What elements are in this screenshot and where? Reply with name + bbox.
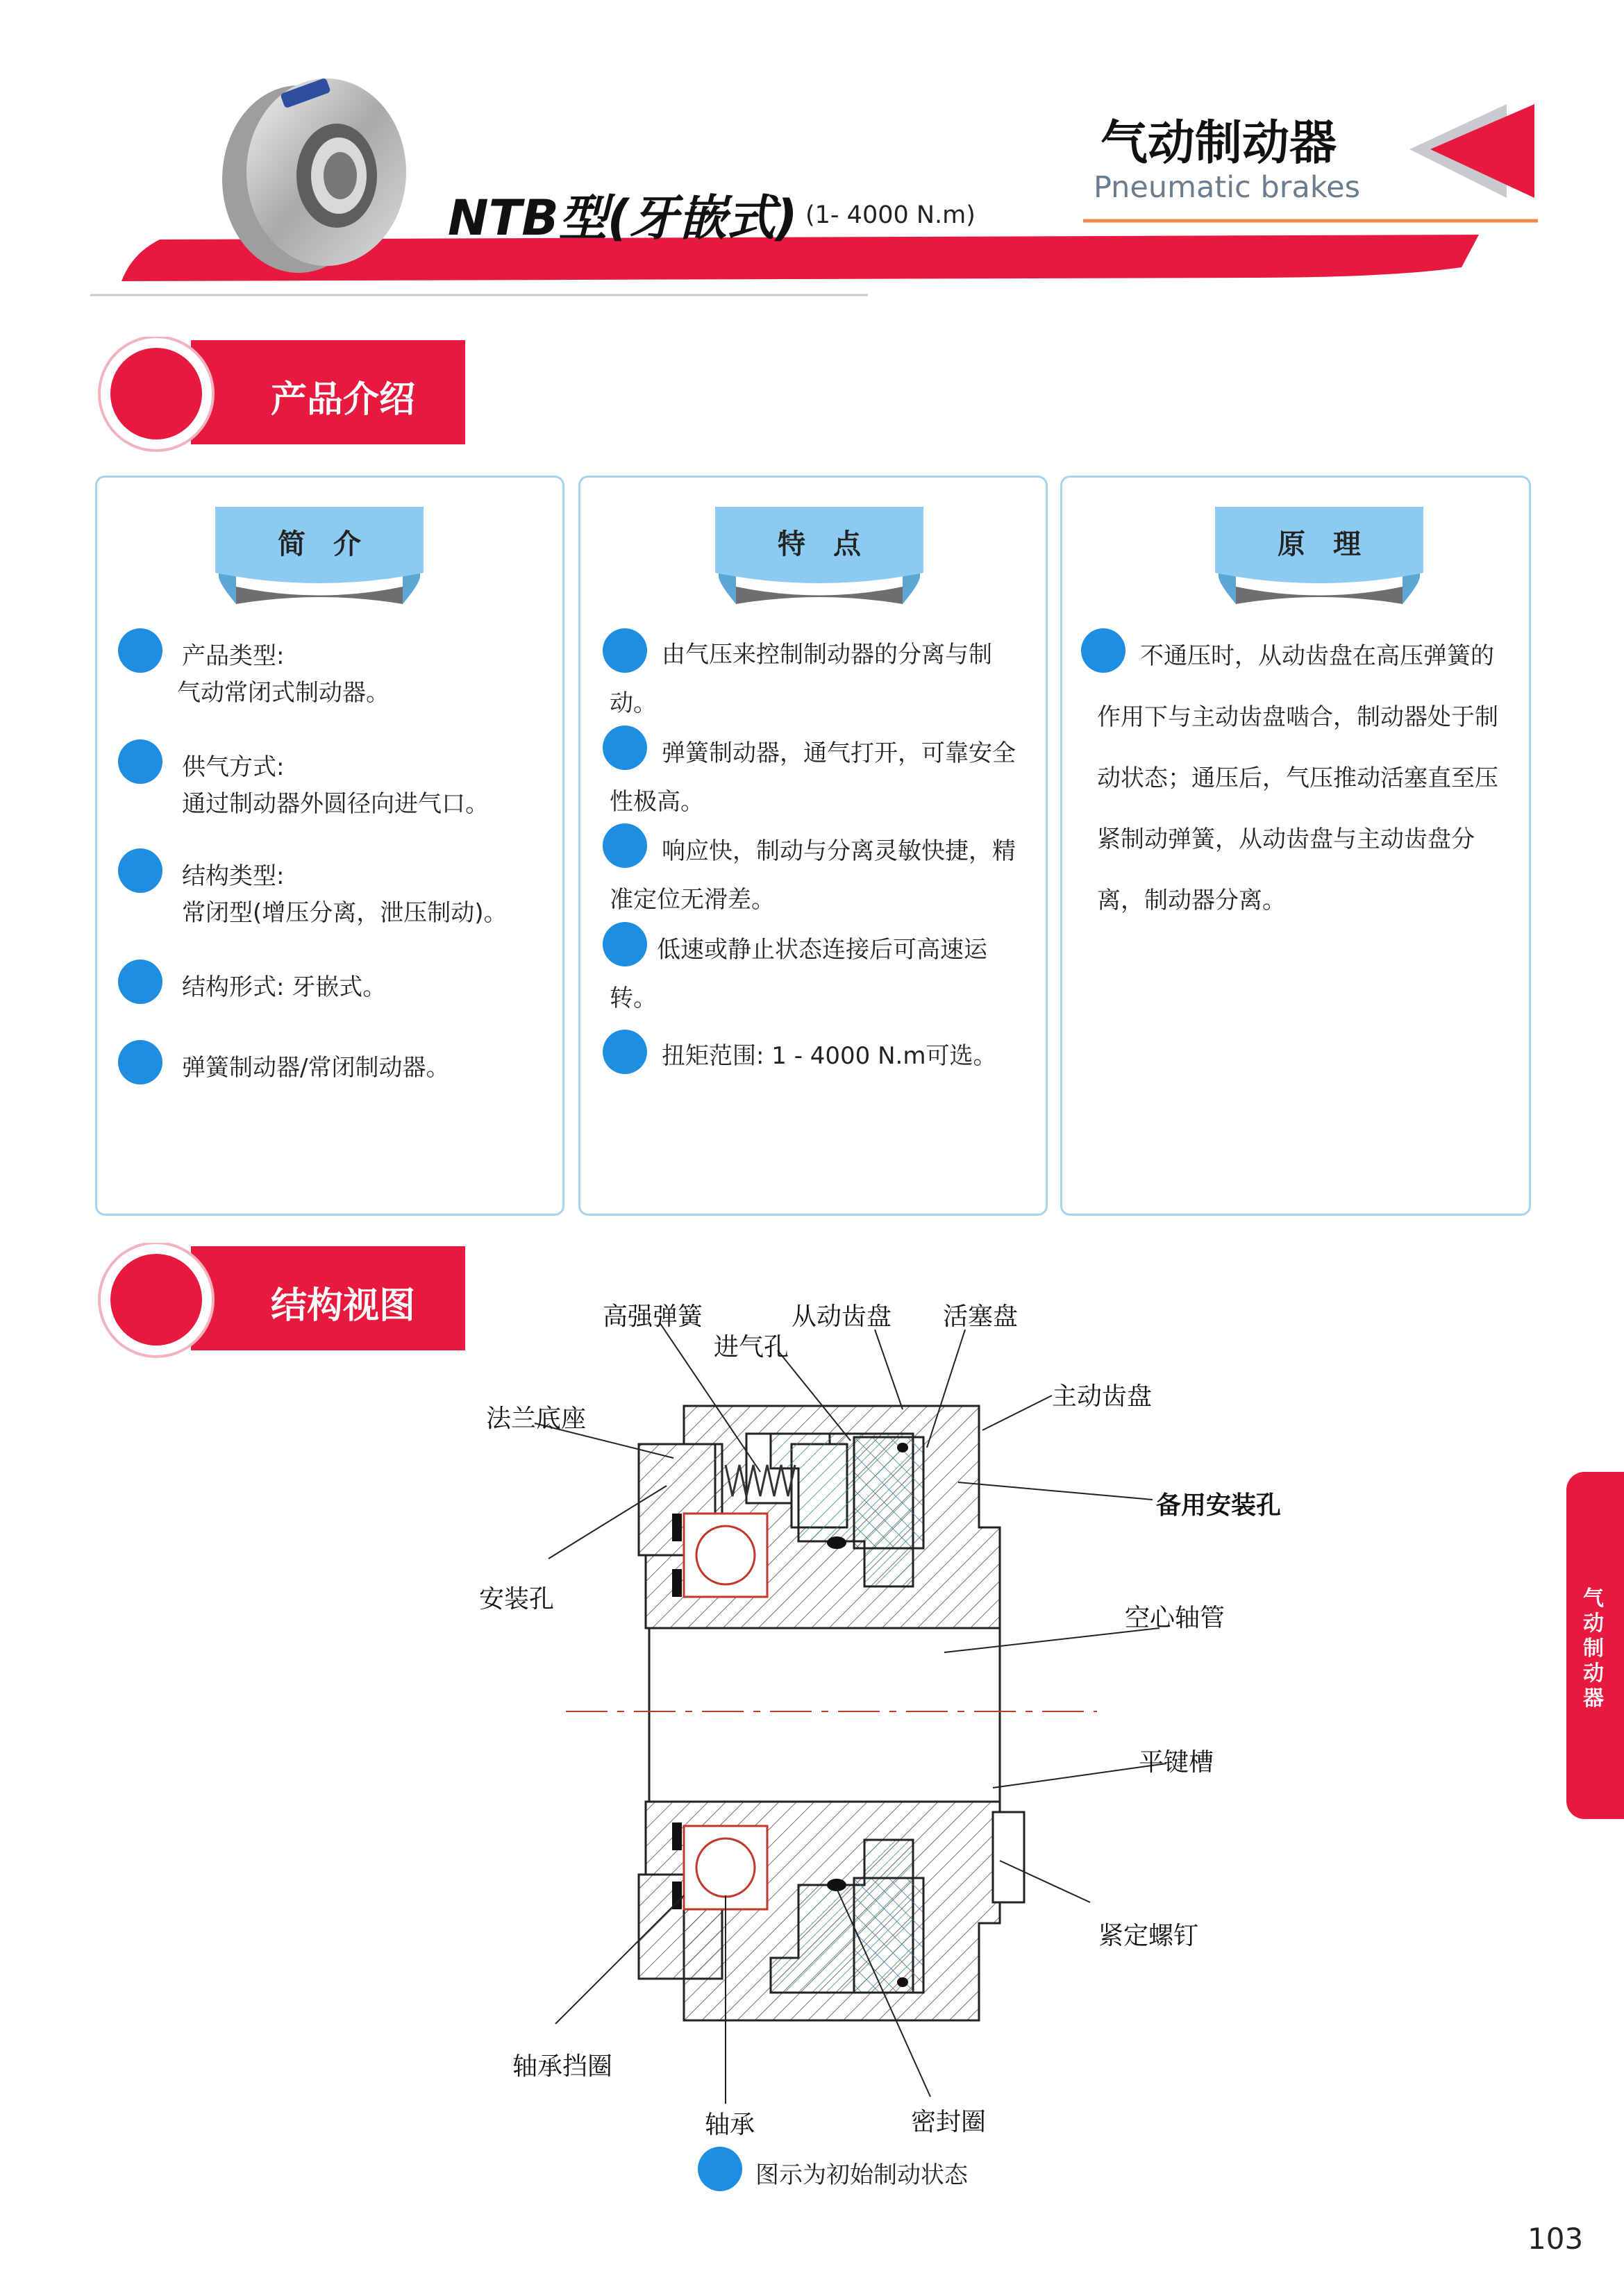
bullet-dot bbox=[603, 1030, 647, 1074]
principle-line-1: 不通压时，从动齿盘在高压弹簧的 bbox=[1140, 642, 1494, 670]
label-set-screw: 紧定螺钉 bbox=[1098, 1922, 1199, 1950]
upper-bearing bbox=[672, 1514, 767, 1597]
card-tab-intro: 简 介 bbox=[278, 528, 361, 560]
card-tab-principle: 原 理 bbox=[1278, 528, 1361, 560]
hollow-shaft bbox=[649, 1628, 1000, 1802]
label-piston: 活塞盘 bbox=[943, 1302, 1019, 1331]
label-hollow-shaft: 空心轴管 bbox=[1125, 1604, 1225, 1632]
brake-cross-section-diagram bbox=[0, 1284, 1624, 2187]
label-seal: 密封圈 bbox=[911, 2108, 987, 2136]
intro-item-value: 通过制动器外圆径向进气口。 bbox=[182, 790, 489, 818]
model-title: NTB型(牙嵌式) bbox=[448, 190, 798, 246]
bullet-dot bbox=[118, 628, 162, 673]
section-title-structure: 结构视图 bbox=[271, 1285, 416, 1327]
label-spare-hole: 备用安装孔 bbox=[1156, 1491, 1282, 1520]
caption-bullet-dot bbox=[698, 2147, 742, 2191]
label-high-spring: 高强弹簧 bbox=[603, 1302, 703, 1331]
section-title-intro: 产品介绍 bbox=[271, 379, 416, 421]
diagram-caption: 图示为初始制动状态 bbox=[755, 2161, 968, 2189]
label-flange-base: 法兰底座 bbox=[486, 1405, 587, 1433]
intro-item-label: 结构形式: 牙嵌式。 bbox=[182, 973, 387, 1001]
bullet-dot bbox=[603, 726, 647, 770]
label-drive-disc: 主动齿盘 bbox=[1052, 1382, 1153, 1411]
bullet-dot bbox=[603, 823, 647, 868]
torque-range: (1- 4000 N.m) bbox=[805, 201, 976, 229]
principle-line-3: 动状态；通压后，气压推动活塞直至压 bbox=[1097, 764, 1498, 792]
feature-line: 准定位无滑差。 bbox=[610, 886, 775, 914]
label-bearing-retainer: 轴承挡圈 bbox=[512, 2052, 613, 2081]
brake-product-photo bbox=[215, 61, 417, 276]
page-number: 103 bbox=[1527, 2222, 1584, 2256]
label-keyway: 平键槽 bbox=[1139, 1748, 1214, 1777]
label-air-inlet: 进气孔 bbox=[714, 1333, 789, 1361]
principle-line-4: 紧制动弹簧，从动齿盘与主动齿盘分 bbox=[1097, 826, 1475, 853]
section-banner-intro bbox=[97, 337, 465, 455]
feature-line: 由气压来控制制动器的分离与制 bbox=[662, 641, 992, 669]
feature-line: 扭矩范围: 1 - 4000 N.m可选。 bbox=[662, 1042, 997, 1070]
intro-item-label: 产品类型: bbox=[182, 642, 285, 670]
principle-line-5: 离，制动器分离。 bbox=[1097, 887, 1286, 914]
intro-item-value: 气动常闭式制动器。 bbox=[177, 679, 390, 707]
feature-line: 响应快，制动与分离灵敏快捷，精 bbox=[662, 837, 1016, 865]
label-bearing: 轴承 bbox=[705, 2111, 755, 2139]
bullet-dot bbox=[118, 960, 162, 1004]
lower-bearing bbox=[672, 1822, 767, 1909]
feature-line: 低速或静止状态连接后可高速运 bbox=[657, 936, 987, 964]
card-tab-features: 特 点 bbox=[778, 528, 861, 560]
upper-seal bbox=[827, 1536, 846, 1549]
feature-line: 动。 bbox=[610, 689, 657, 717]
principle-line-2: 作用下与主动齿盘啮合，制动器处于制 bbox=[1097, 703, 1498, 731]
intro-item-label: 供气方式: bbox=[182, 753, 285, 781]
label-mount-hole: 安装孔 bbox=[479, 1585, 555, 1614]
intro-item-label: 结构类型: bbox=[182, 862, 285, 890]
bullet-dot bbox=[603, 922, 647, 966]
bullet-dot bbox=[118, 739, 162, 784]
category-title-cn: 气动制动器 bbox=[1100, 116, 1337, 171]
bullet-dot bbox=[1081, 628, 1125, 673]
feature-line: 性极高。 bbox=[610, 788, 704, 816]
bullet-dot bbox=[118, 848, 162, 893]
category-title-en: Pneumatic brakes bbox=[1094, 170, 1361, 205]
intro-item-value: 常闭型(增压分离，泄压制动)。 bbox=[182, 899, 508, 927]
side-tab-label: 气动制动器 bbox=[1583, 1586, 1604, 1711]
feature-line: 弹簧制动器，通气打开，可靠安全 bbox=[662, 739, 1016, 767]
feature-line: 转。 bbox=[610, 984, 657, 1012]
bullet-dot bbox=[603, 628, 647, 673]
label-driven-disc: 从动齿盘 bbox=[792, 1302, 892, 1331]
intro-item-label: 弹簧制动器/常闭制动器。 bbox=[182, 1054, 450, 1082]
bullet-dot bbox=[118, 1040, 162, 1084]
